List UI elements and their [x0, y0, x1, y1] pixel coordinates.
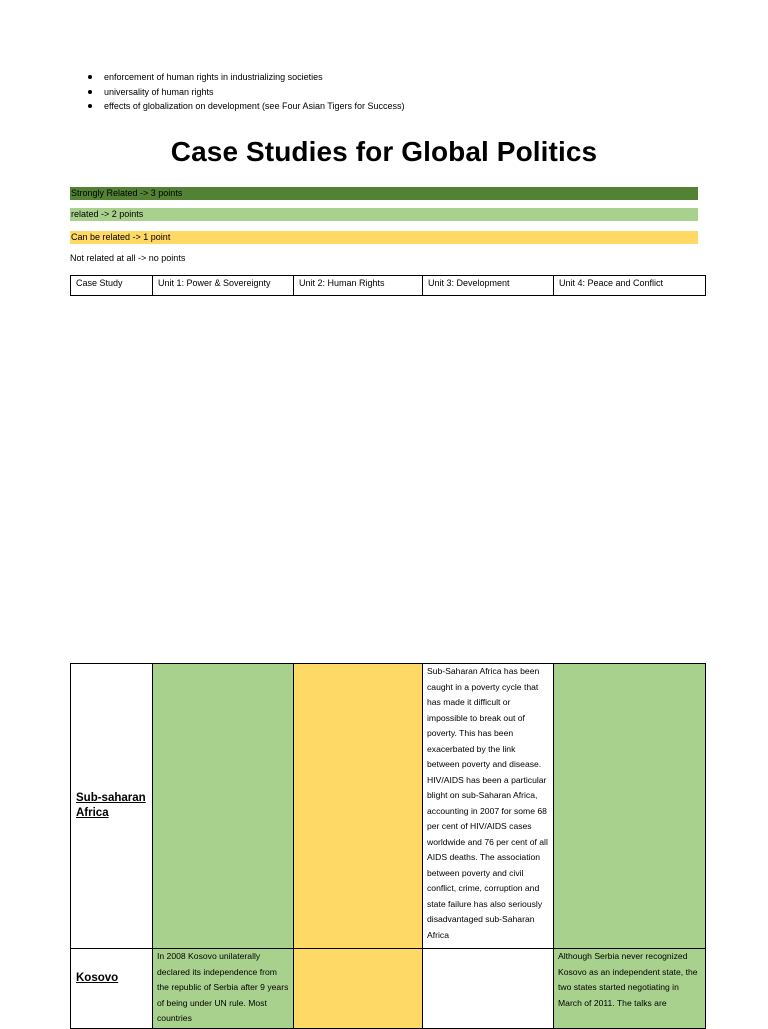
header-cell-case-study: Case Study: [71, 276, 153, 296]
header-cell-unit-1: Unit 1: Power & Sovereignty: [153, 276, 294, 296]
legend-not-related: Not related at all -> no points: [70, 253, 186, 263]
legend-strong: Strongly Related -> 3 points: [70, 187, 698, 200]
header-row: [71, 276, 706, 296]
bullet-list: [86, 70, 405, 114]
case-cell: [71, 664, 153, 949]
bullet-item: [86, 70, 405, 85]
bullet-dot-icon: [88, 104, 92, 108]
case-name: Kosovo: [76, 972, 119, 984]
unit2-cell: [294, 949, 423, 1029]
bullet-text: effects of globalization on development (see Four Asian Tigers for Success): [104, 101, 405, 111]
bullet-item: [86, 99, 405, 114]
header-cell-unit-3: Unit 3: Development: [423, 276, 554, 296]
table-row: [71, 664, 706, 949]
bullet-dot-icon: [88, 90, 92, 94]
page-title: Case Studies for Global Politics: [170, 136, 598, 167]
unit4-cell: [554, 664, 706, 949]
unit3-cell: [423, 949, 554, 1029]
unit1-cell: In 2008 Kosovo unilaterally declared its independence from the republic of Serbia after 9 years of being under UN rule. Most countries: [153, 949, 294, 1029]
header-cell-unit-4: Unit 4: Peace and Conflict: [554, 276, 706, 296]
unit4-cell: Although Serbia never recognized Kosovo as an independent state, the two states started negotiating in March of 2011. The talks are: [554, 949, 706, 1029]
case-cell: [71, 949, 153, 1029]
unit2-cell: [294, 664, 423, 949]
bullet-item: [86, 85, 405, 100]
bullet-text: enforcement of human rights in industrializing societies: [104, 72, 323, 82]
bullet-dot-icon: [88, 75, 92, 79]
unit1-cell: [153, 664, 294, 949]
legend-can-be-related: Can be related -> 1 point: [70, 231, 698, 244]
bullet-text: universality of human rights: [104, 86, 214, 97]
table-row: [71, 949, 706, 1029]
header-table: [70, 275, 706, 296]
case-name: Sub-saharan Africa: [76, 792, 146, 819]
case-study-table: [70, 663, 706, 1029]
legend-related: related -> 2 points: [70, 208, 698, 221]
unit3-cell: Sub-Saharan Africa has been caught in a poverty cycle that has made it difficult or impossible to break out of poverty. This has been exacerbated by the link between poverty and disease. HIV/AIDS has been a particular blight on sub-Saharan Africa, accounting in 2007 for some 68 per cent of HIV/AIDS cases worldwide and 76 per cent of all AIDS deaths. The association between poverty and civil conflict, crime, corruption and state failure has also seriously disadvantaged sub-Saharan Africa: [423, 664, 554, 949]
header-cell-unit-2: Unit 2: Human Rights: [294, 276, 423, 296]
